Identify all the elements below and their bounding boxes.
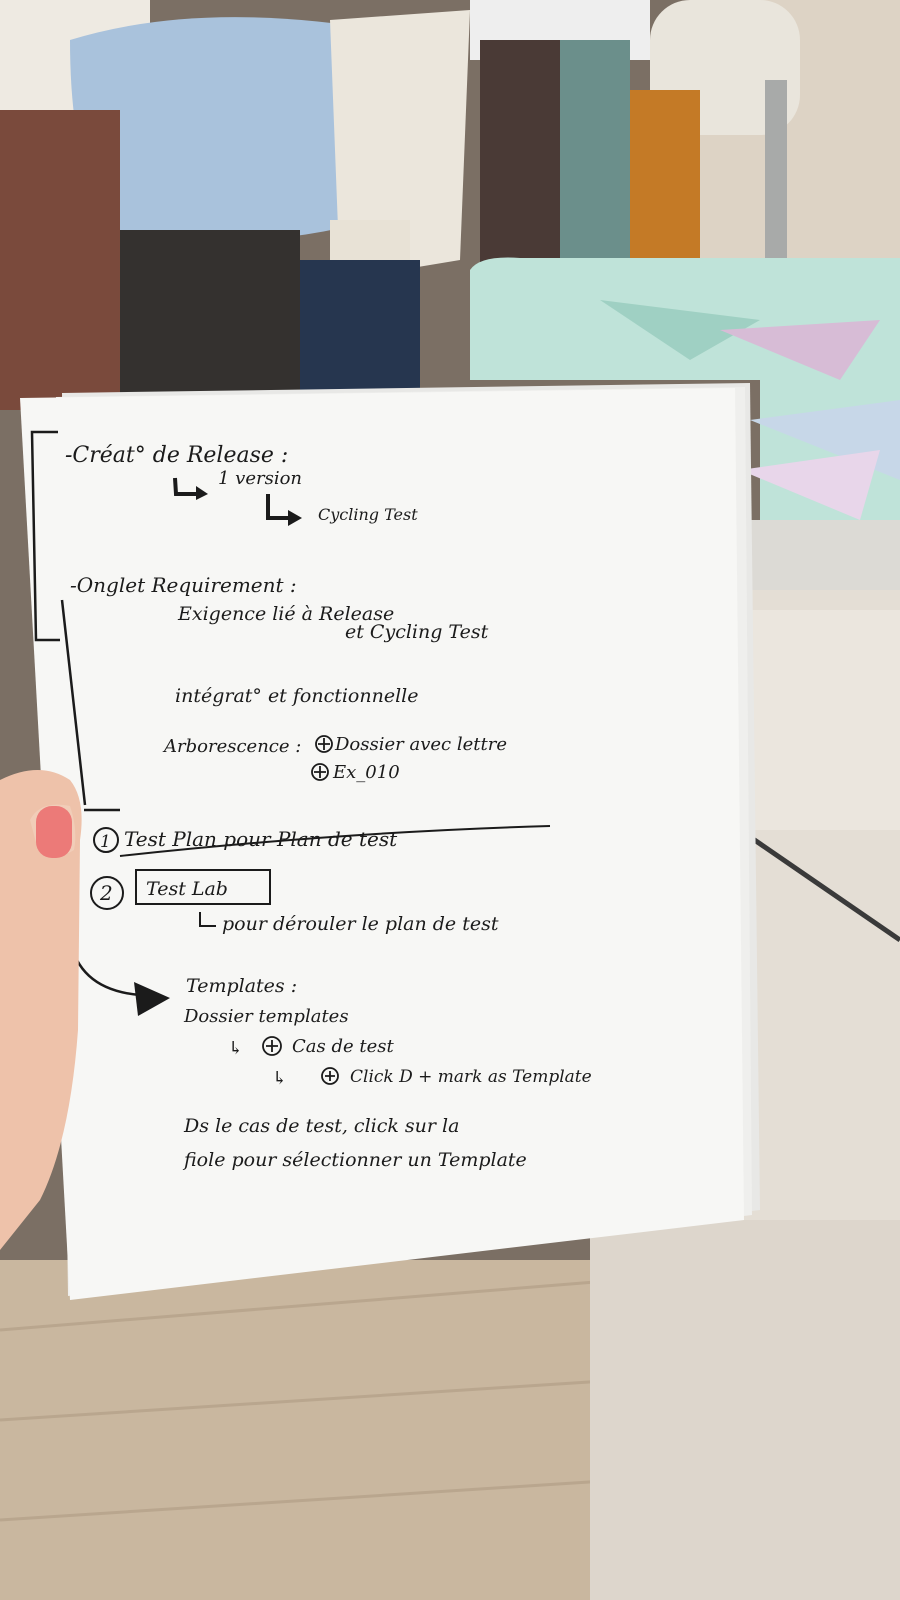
item2-num: 2 [100, 881, 113, 905]
section2-title: -Onglet Requirement : [70, 573, 297, 597]
section1-title: -Créat° de Release : [65, 443, 289, 468]
templates-line3: Click D + mark as Template [350, 1067, 592, 1087]
item1-num: 1 [100, 832, 111, 852]
fingernail [36, 806, 72, 858]
tree-label: Arborescence : [164, 736, 302, 757]
templates-line2: Cas de test [292, 1036, 394, 1057]
templates-title: Templates : [186, 975, 298, 997]
section2-line2: et Cycling Test [345, 621, 489, 643]
section1-sub2: Cycling Test [318, 505, 418, 524]
section2-line1: Exigence lié à Release [178, 603, 395, 625]
floor [0, 1260, 620, 1600]
section2-line3: intégrat° et fonctionnelle [175, 685, 419, 707]
tree-item1: Dossier avec lettre [335, 734, 507, 755]
templates-line5: fiole pour sélectionner un Template [184, 1149, 527, 1171]
item2-text: Test Lab [146, 878, 228, 900]
item1-text: Test Plan pour Plan de test [124, 827, 398, 851]
arrow-glyph: ↳ [228, 1038, 244, 1059]
section1-sub1: 1 version [218, 468, 303, 489]
tree-item2: Ex_010 [333, 762, 400, 783]
templates-line1: Dossier templates [184, 1006, 349, 1027]
arrow-glyph: ↳ [272, 1068, 288, 1089]
item2-sub: pour dérouler le plan de test [222, 913, 499, 935]
templates-line4: Ds le cas de test, click sur la [184, 1115, 460, 1137]
